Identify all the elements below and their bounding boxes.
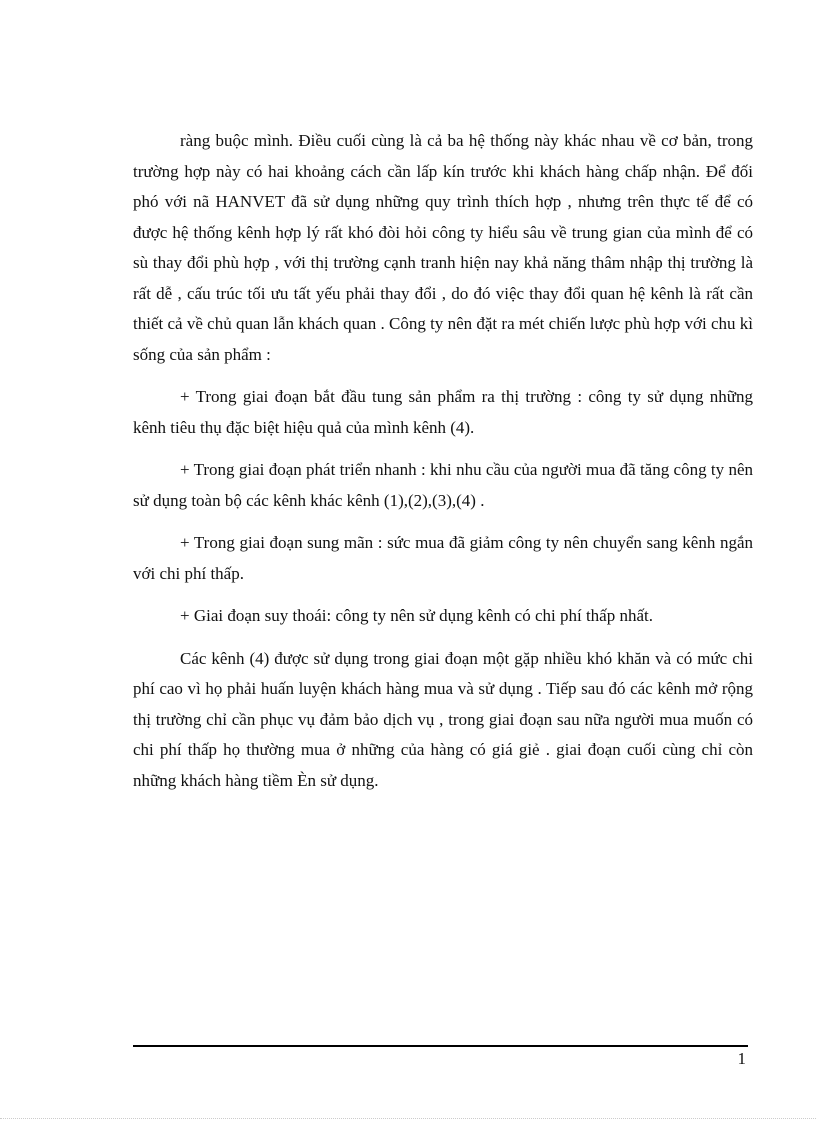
page-number: 1 bbox=[737, 1049, 746, 1068]
page-bottom-border bbox=[0, 1118, 816, 1119]
paragraph-stage-maturity: + Trong giai đoạn sung mãn : sức mua đã giảm công ty nên chuyển sang kênh ngắn với chi phí thấp. bbox=[133, 533, 753, 583]
footer-divider bbox=[133, 1045, 748, 1047]
paragraph-intro: ràng buộc mình. Điều cuối cùng là cả ba hệ thống này khác nhau về cơ bản, trong trường hợp này có hai khoảng cách cần lấp kín trước khi khách hàng chấp nhận. Để đối phó với nã HANVET đã sử dụng những quy trình thích hợp , nhưng trên thực tế để có được hệ thống kênh hợp lý rất khó đòi hỏi công ty hiểu sâu về trung gian của mình để có sù thay đổi phù hợp , với thị trường cạnh tranh hiện nay khả năng thâm nhập thị trường là rất dễ , cấu trúc tối ưu tất yếu phải thay đổi , do đó việc thay đổi quan hệ kênh là rất cần thiết cả về chủ quan lẫn khách quan . Công ty nên đặt ra mét chiến lược phù hợp với chu kì sống của sản phẩm : bbox=[133, 131, 753, 364]
paragraph-stage-launch: + Trong giai đoạn bắt đầu tung sản phẩm ra thị trường : công ty sử dụng những kênh tiêu thụ đặc biệt hiệu quả của mình kênh (4). bbox=[133, 387, 753, 437]
body-text bbox=[133, 126, 753, 796]
paragraph-conclusion: Các kênh (4) được sử dụng trong giai đoạn một gặp nhiều khó khăn và có mức chi phí cao vì họ phải huấn luyện khách hàng mua và sử dụng . Tiếp sau đó các kênh mở rộng thị trường chỉ cần phục vụ đảm bảo dịch vụ , trong giai đoạn sau nữa người mua muốn có chi phí thấp họ thường mua ở những của hàng có giá giẻ . giai đoạn cuối cùng chỉ còn những khách hàng tiềm Èn sử dụng. bbox=[133, 648, 753, 790]
paragraph-stage-growth: + Trong giai đoạn phát triển nhanh : khi nhu cầu của người mua đã tăng công ty nên sử dụng toàn bộ các kênh khác kênh (1),(2),(3),(4) . bbox=[133, 460, 753, 510]
paragraph-stage-decline: + Giai đoạn suy thoái: công ty nên sử dụng kênh có chi phí thấp nhất. bbox=[180, 606, 653, 625]
